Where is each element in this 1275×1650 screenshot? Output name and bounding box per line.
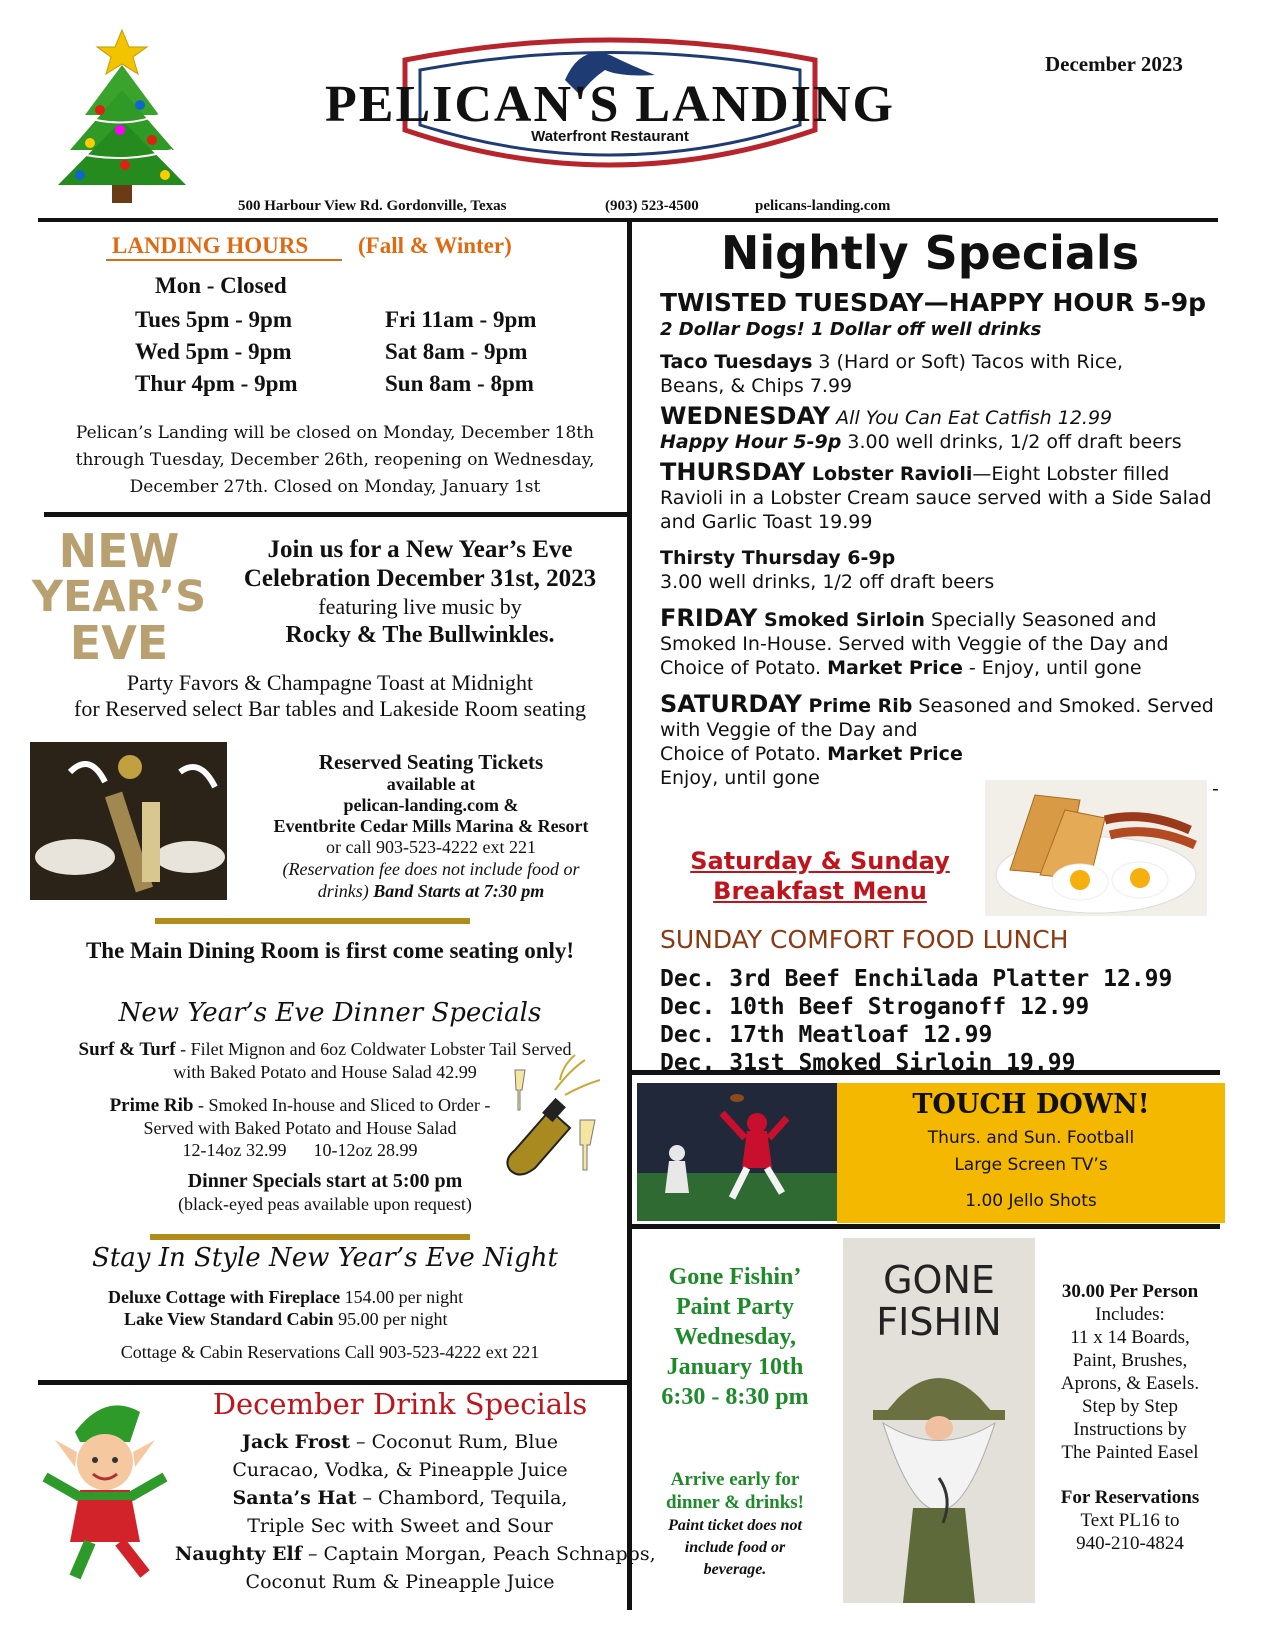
closure-line-3: December 27th. Closed on Monday, January 1st bbox=[129, 477, 541, 497]
closure-line-2: through Tuesday, December 26th, reopening on Wednesday, bbox=[75, 450, 595, 470]
nye-band-name: Rocky & The Bullwinkles. bbox=[285, 622, 555, 648]
includes-6: Instructions by bbox=[1073, 1419, 1187, 1440]
drink-2-l1: – Chambord, Tequila, bbox=[356, 1487, 568, 1509]
paint-price: 30.00 Per Person bbox=[1061, 1281, 1199, 1302]
tuesday-sub: 2 Dollar Dogs! 1 Dollar off well drinks bbox=[660, 319, 1042, 340]
wednesday-head: WEDNESDAY bbox=[660, 402, 831, 430]
tickets-line-2[interactable]: pelican-landing.com & bbox=[343, 795, 519, 815]
cottage-price: 154.00 per night bbox=[344, 1287, 464, 1307]
main-dining-note: The Main Dining Room is first come seating only! bbox=[85, 938, 575, 963]
football-l3: 1.00 Jello Shots bbox=[965, 1191, 1097, 1211]
dinner-start bbox=[30, 1170, 620, 1215]
thursday-l1: —Eight Lobster filled bbox=[972, 463, 1170, 485]
hours-wed: Wed 5pm - 9pm bbox=[135, 339, 292, 364]
hours-title-underline bbox=[106, 259, 342, 261]
party-table-icon bbox=[30, 742, 227, 900]
includes-5: Step by Step bbox=[1081, 1396, 1179, 1417]
nye-logo-eve: EVE bbox=[69, 616, 169, 670]
hours-right bbox=[385, 304, 536, 400]
gold-divider-2 bbox=[150, 1234, 470, 1240]
paint-res-title: For Reservations bbox=[1060, 1487, 1200, 1508]
drink-2-row bbox=[175, 1484, 625, 1512]
restaurant-logo bbox=[310, 25, 910, 195]
drink-specials-title: December Drink Specials bbox=[212, 1387, 588, 1421]
friday-l3b: - Enjoy, until gone bbox=[962, 657, 1142, 679]
taco-label: Taco Tuesdays bbox=[660, 351, 813, 373]
friday-l1: Specially Seasoned and bbox=[924, 609, 1157, 631]
phone: (903) 523-4500 bbox=[605, 198, 699, 214]
cottage-row bbox=[108, 1286, 463, 1308]
wednesday-l2: 3.00 well drinks, 1/2 off draft beers bbox=[841, 431, 1182, 453]
saturday-label: Prime Rib bbox=[801, 695, 913, 717]
tuesday-head: TWISTED TUESDAY—HAPPY HOUR 5-9p bbox=[660, 288, 1206, 317]
drink-1-l1: – Coconut Rum, Blue bbox=[350, 1431, 558, 1453]
peas-note: (black-eyed peas available upon request) bbox=[178, 1194, 472, 1214]
tickets-call: or call 903-523-4222 ext 221 bbox=[326, 837, 536, 857]
includes-1: Includes: bbox=[1095, 1304, 1165, 1325]
party-table-photo bbox=[30, 742, 227, 900]
sunday-item-4: Dec. 31st Smoked Sirloin 19.99 bbox=[660, 1050, 1076, 1076]
christmas-tree-icon bbox=[40, 25, 205, 210]
breakfast-line-2: Breakfast Menu bbox=[713, 877, 927, 905]
saturday-l3a: Choice of Potato. bbox=[660, 743, 828, 765]
surf-turf-desc-2: with Baked Potato and House Salad 42.99 bbox=[173, 1062, 477, 1082]
hours-monday: Mon - Closed bbox=[155, 273, 287, 298]
cabin-row bbox=[108, 1308, 463, 1330]
hours-divider bbox=[44, 512, 632, 517]
favors-line-2: for Reserved select Bar tables and Lakeside Room seating bbox=[74, 696, 586, 721]
cabin-label: Lake View Standard Cabin bbox=[124, 1309, 334, 1329]
prime-rib-label: Prime Rib bbox=[109, 1095, 194, 1116]
saturday-dash: - bbox=[1212, 778, 1219, 800]
taco-l2: Beans, & Chips 7.99 bbox=[660, 375, 853, 397]
nightly-title: Nightly Specials bbox=[720, 226, 1140, 280]
paint-details bbox=[1035, 1280, 1225, 1555]
breakfast-photo bbox=[985, 780, 1207, 916]
sunday-lunch-list bbox=[660, 965, 1172, 1077]
dinner-specials-title: New Year’s Eve Dinner Specials bbox=[118, 998, 542, 1028]
stay-title: Stay In Style New Year’s Eve Night bbox=[92, 1243, 558, 1273]
thursday-label: Lobster Ravioli bbox=[805, 463, 973, 485]
nye-logo bbox=[20, 524, 218, 670]
prime-rib-prices: 12-14oz 32.99 10-12oz 28.99 bbox=[182, 1140, 418, 1160]
thursday-head: THURSDAY bbox=[660, 458, 806, 486]
favors-line-1: Party Favors & Champagne Toast at Midnight bbox=[126, 670, 534, 695]
drink-2-name: Santa’s Hat bbox=[232, 1487, 357, 1509]
drink-1-l2: Curacao, Vodka, & Pineapple Juice bbox=[232, 1459, 568, 1481]
nye-line-3: featuring live music by bbox=[318, 594, 522, 619]
hours-left bbox=[135, 304, 298, 400]
logo-subtitle: Waterfront Restaurant bbox=[531, 128, 689, 145]
surf-turf-label: Surf & Turf bbox=[78, 1039, 176, 1060]
paint-ticket-note bbox=[640, 1515, 830, 1581]
christmas-tree-image bbox=[40, 25, 205, 210]
drink-2-l2: Triple Sec with Sweet and Sour bbox=[247, 1515, 553, 1537]
thursday-row bbox=[660, 460, 1220, 486]
drink-list bbox=[175, 1428, 656, 1596]
sunday-lunch-title: SUNDAY COMFORT FOOD LUNCH bbox=[660, 925, 1069, 954]
paint-party-title bbox=[640, 1262, 830, 1412]
issue-date: December 2023 bbox=[1045, 52, 1183, 76]
football-icon bbox=[637, 1083, 837, 1221]
paint-title-1: Gone Fishin’ bbox=[668, 1264, 802, 1290]
wednesday-hh-row bbox=[660, 430, 1220, 454]
hours-season: (Fall & Winter) bbox=[358, 233, 512, 258]
taco-l1: 3 (Hard or Soft) Tacos with Rice, bbox=[812, 351, 1124, 373]
breakfast-menu[interactable] bbox=[680, 846, 960, 906]
prime-rib-desc-2: Served with Baked Potato and House Salad bbox=[143, 1118, 457, 1138]
saturday-head: SATURDAY bbox=[660, 690, 802, 718]
fee-line-2: drinks) bbox=[317, 881, 369, 901]
taco-row bbox=[660, 350, 1220, 374]
website[interactable]: pelicans-landing.com bbox=[755, 198, 891, 214]
paint-res-2[interactable]: 940-210-4824 bbox=[1076, 1533, 1184, 1554]
wednesday-row bbox=[660, 404, 1220, 430]
includes-2: 11 x 14 Boards, bbox=[1070, 1327, 1190, 1348]
nye-logo-years: YEAR’S bbox=[31, 572, 207, 622]
fee-line-2-row bbox=[235, 880, 627, 902]
sunday-item-1: Dec. 3rd Beef Enchilada Platter 12.99 bbox=[660, 966, 1173, 992]
drink-1-name: Jack Frost bbox=[242, 1431, 350, 1453]
sunday-item-3: Dec. 17th Meatloaf 12.99 bbox=[660, 1022, 993, 1048]
hours-fri: Fri 11am - 9pm bbox=[385, 307, 537, 332]
drink-3-l2: Coconut Rum & Pineapple Juice bbox=[245, 1571, 555, 1593]
friday-l3a: Choice of Potato. bbox=[660, 657, 828, 679]
wednesday-l1: All You Can Eat Catfish 12.99 bbox=[830, 407, 1113, 429]
sign-text-2: FISHIN bbox=[876, 1300, 1002, 1344]
thirsty-thursday: Thirsty Thursday 6-9p bbox=[660, 547, 896, 569]
saturday-l3-row bbox=[660, 742, 1220, 766]
includes-7: The Painted Easel bbox=[1061, 1442, 1199, 1463]
address: 500 Harbour View Rd. Gordonville, Texas bbox=[238, 198, 507, 214]
nye-logo-new: NEW bbox=[58, 524, 180, 578]
hours-thu: Thur 4pm - 9pm bbox=[135, 371, 298, 396]
cabin-price: 95.00 per night bbox=[338, 1309, 448, 1329]
cottage-reservations: Cottage & Cabin Reservations Call 903-523-4222 ext 221 bbox=[120, 1342, 540, 1362]
nightly-list bbox=[660, 288, 1220, 790]
nye-line-2: Celebration December 31st, 2023 bbox=[243, 565, 597, 592]
closure-notice bbox=[45, 420, 625, 501]
cottage-label: Deluxe Cottage with Fireplace bbox=[108, 1287, 341, 1307]
center-divider bbox=[627, 220, 632, 1610]
nye-drink-divider bbox=[38, 1380, 632, 1385]
football-paint-divider bbox=[630, 1224, 1220, 1229]
paint-title-4: January 10th bbox=[666, 1354, 804, 1380]
thursday-l2: Ravioli in a Lobster Cream sauce served with a Side Salad bbox=[660, 487, 1212, 509]
sunday-item-2: Dec. 10th Beef Stroganoff 12.99 bbox=[660, 994, 1090, 1020]
logo-title: PELICAN'S LANDING bbox=[325, 76, 895, 133]
tickets-line-3: Eventbrite Cedar Mills Marina & Resort bbox=[273, 816, 589, 836]
drink-3-name: Naughty Elf bbox=[175, 1543, 302, 1565]
friday-l2: Smoked In-House. Served with Veggie of the Day and bbox=[660, 633, 1169, 655]
nye-announcement bbox=[210, 535, 630, 650]
football-title: TOUCH DOWN! bbox=[912, 1089, 1150, 1120]
friday-label: Smoked Sirloin bbox=[757, 609, 925, 631]
elf-icon bbox=[35, 1392, 175, 1587]
hours-title: LANDING HOURS bbox=[112, 233, 309, 258]
lodging bbox=[108, 1286, 463, 1330]
includes-4: Aprons, & Easels. bbox=[1060, 1373, 1200, 1394]
paint-res-1: Text PL16 to bbox=[1080, 1510, 1180, 1531]
tickets-title: Reserved Seating Tickets bbox=[318, 750, 544, 774]
elf-image bbox=[35, 1392, 175, 1587]
tickets-line-1: available at bbox=[386, 774, 476, 794]
saturday-l2: with Veggie of the Day and bbox=[660, 719, 918, 741]
wednesday-hh: Happy Hour 5-9p bbox=[660, 431, 842, 453]
friday-row bbox=[660, 606, 1220, 632]
ticket-3: beverage. bbox=[703, 1561, 767, 1578]
surf-turf-desc: - Filet Mignon and 6oz Coldwater Lobster Tail Served bbox=[175, 1039, 572, 1059]
saturday-l1: Seasoned and Smoked. Served bbox=[912, 695, 1214, 717]
football-photo bbox=[637, 1083, 837, 1221]
dinner-start-time: Dinner Specials start at 5:00 pm bbox=[187, 1170, 463, 1192]
thursday-l3: and Garlic Toast 19.99 bbox=[660, 511, 873, 533]
closure-line-1: Pelican’s Landing will be closed on Monday, December 18th bbox=[75, 423, 595, 443]
friday-market-price: Market Price bbox=[827, 657, 963, 679]
drink-3-l1: – Captain Morgan, Peach Schnapps, bbox=[301, 1543, 656, 1565]
prime-rib-desc: - Smoked In-house and Sliced to Order - bbox=[193, 1095, 491, 1115]
hours-sat: Sat 8am - 9pm bbox=[385, 339, 528, 364]
nye-favors bbox=[30, 670, 630, 722]
football-l1: Thurs. and Sun. Football bbox=[927, 1128, 1135, 1148]
drink-3-row bbox=[175, 1540, 656, 1568]
hours-sun: Sun 8am - 8pm bbox=[385, 371, 534, 396]
breakfast-icon bbox=[985, 780, 1207, 916]
friday-l3-row bbox=[660, 656, 1220, 680]
sign-text-1: GONE bbox=[883, 1258, 995, 1302]
friday-head: FRIDAY bbox=[660, 604, 758, 632]
arrive-2: dinner & drinks! bbox=[666, 1492, 804, 1513]
gold-divider-1 bbox=[155, 918, 470, 924]
saturday-l4: Enjoy, until gone bbox=[660, 767, 820, 789]
paint-title-3: Wednesday, bbox=[673, 1324, 797, 1350]
includes-3: Paint, Brushes, bbox=[1072, 1350, 1188, 1371]
paint-title-5: 6:30 - 8:30 pm bbox=[661, 1384, 809, 1410]
arrive-1: Arrive early for bbox=[670, 1469, 800, 1490]
breakfast-line-1: Saturday & Sunday bbox=[690, 847, 950, 875]
ticket-2: include food or bbox=[684, 1539, 786, 1556]
band-start: Band Starts at 7:30 pm bbox=[373, 881, 545, 901]
nye-line-1: Join us for a New Year’s Eve bbox=[267, 536, 573, 563]
drink-1-row bbox=[175, 1428, 625, 1456]
paint-arrive bbox=[640, 1468, 830, 1514]
gone-fishin-sign bbox=[843, 1238, 1035, 1603]
saturday-market-price: Market Price bbox=[827, 743, 963, 765]
hours-tue: Tues 5pm - 9pm bbox=[135, 307, 292, 332]
saturday-row bbox=[660, 692, 1220, 718]
gnome-icon bbox=[843, 1348, 1035, 1603]
paint-title-2: Paint Party bbox=[676, 1294, 794, 1320]
ticket-1: Paint ticket does not bbox=[668, 1517, 802, 1534]
fee-line-1: (Reservation fee does not include food or bbox=[282, 859, 580, 879]
football-panel bbox=[837, 1083, 1225, 1223]
reserved-tickets bbox=[235, 750, 627, 902]
football-l2: Large Screen TV’s bbox=[954, 1155, 1108, 1175]
thirsty-thursday-l: 3.00 well drinks, 1/2 off draft beers bbox=[660, 571, 995, 593]
